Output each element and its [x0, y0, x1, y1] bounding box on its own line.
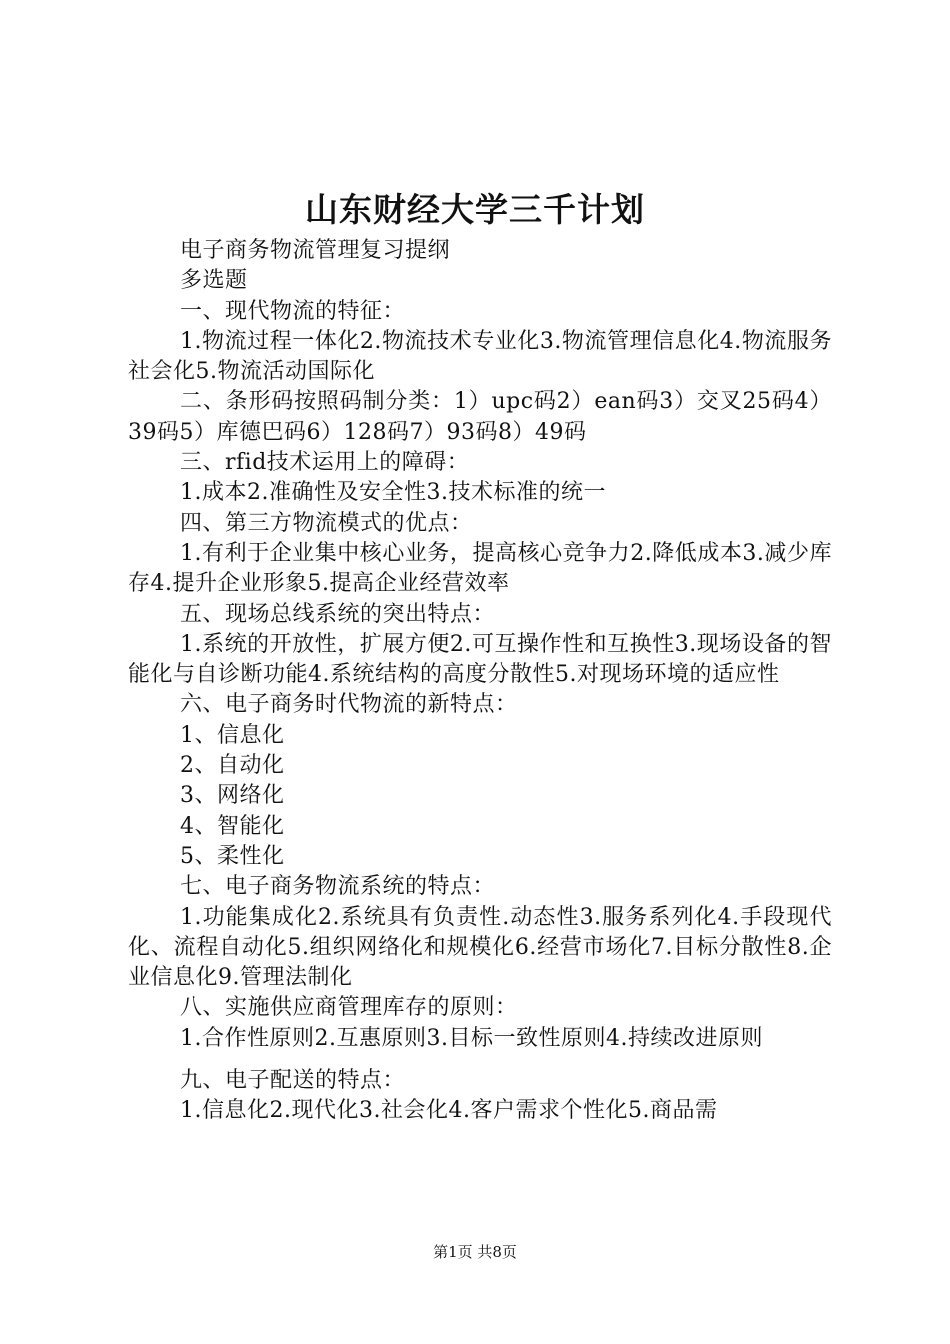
- paragraph-subtitle: 电子商务物流管理复习提纲: [180, 238, 451, 263]
- paragraph-section-8: 1.合作性原则2.互惠原则3.目标一致性原则4.持续改进原则: [180, 1025, 763, 1051]
- list-item-6-4: 4、智能化: [180, 813, 285, 839]
- heading-section-5: 五、现场总线系统的突出特点：: [180, 601, 496, 627]
- heading-section-8: 八、实施供应商管理库存的原则：: [180, 995, 518, 1021]
- document-body: [128, 236, 832, 1127]
- paragraph-section-5: 1.系统的开放性，扩展方便2.可互操作性和互换性3.现场设备的智能化与自诊断功能4.系统结构的高度分散性5.对现场环境的适应性: [128, 631, 832, 688]
- heading-section-9: 九、电子配送的特点：: [180, 1068, 406, 1094]
- paragraph-section-type: 多选题: [180, 268, 248, 294]
- list-item-6-5: 5、柔性化: [180, 843, 285, 869]
- paragraph-section-3: 1.成本2.准确性及安全性3.技术标准的统一: [180, 480, 606, 506]
- list-item-6-2: 2、自动化: [180, 753, 285, 779]
- paragraph-section-9: 1.信息化2.现代化3.社会化4.客户需求个性化5.商品需: [180, 1098, 718, 1124]
- paragraph-section-7: 1.功能集成化2.系统具有负责性.动态性3.服务系列化4.手段现代化、流程自动化5.组织网络化和规模化6.经营市场化7.目标分散性8.企业信息化9.管理法制化: [128, 904, 832, 991]
- heading-section-3: 三、rfid技术运用上的障碍：: [180, 450, 470, 476]
- list-item-6-1: 1、信息化: [180, 722, 285, 748]
- page-footer: 第1页 共8页: [433, 1243, 517, 1261]
- paragraph-section-1: 1.物流过程一体化2.物流技术专业化3.物流管理信息化4.物流服务社会化5.物流活动国际化: [128, 328, 832, 385]
- heading-section-2: 二、条形码按照码制分类：1）upc码2）ean码3）交叉25码4）39码5）库德巴码6）128码7）93码8）49码: [128, 389, 832, 445]
- heading-section-4: 四、第三方物流模式的优点：: [180, 510, 473, 536]
- heading-section-6: 六、电子商务时代物流的新特点：: [180, 692, 518, 718]
- document-title: 山东财经大学三千计划: [305, 190, 645, 229]
- list-item-6-3: 3、网络化: [180, 783, 285, 809]
- heading-section-1: 一、现代物流的特征：: [180, 298, 406, 324]
- paragraph-section-4: 1.有利于企业集中核心业务，提高核心竞争力2.降低成本3.减少库存4.提升企业形象5.提高企业经营效率: [128, 540, 832, 597]
- heading-section-7: 七、电子商务物流系统的特点：: [180, 874, 496, 900]
